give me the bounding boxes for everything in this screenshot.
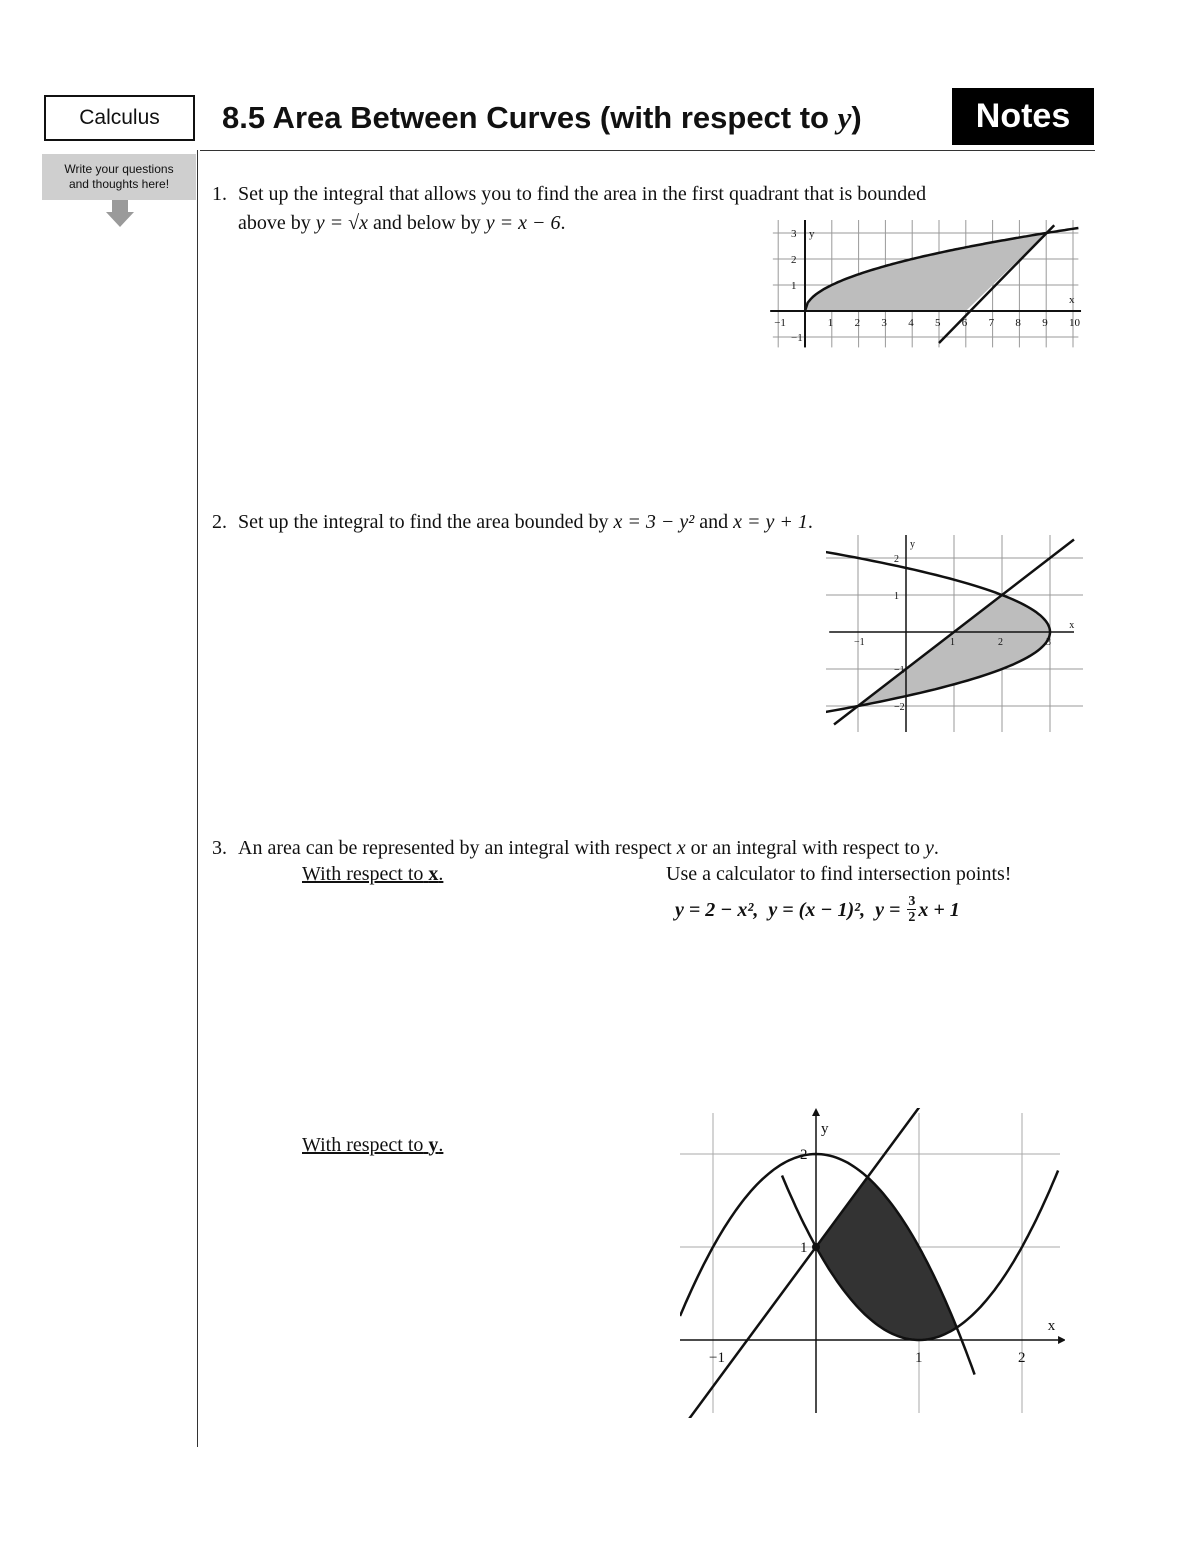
q3-equations [675, 894, 960, 925]
g1-x-axis-label: x [1069, 294, 1075, 306]
g1-y-axis-label: y [809, 228, 815, 240]
g3-y-axis-label: y [821, 1121, 829, 1137]
q1-above-by: above by [238, 212, 311, 234]
g1-x-tick-label: 3 [881, 317, 887, 329]
graph-3 [680, 1108, 1065, 1418]
q3-with-x-text: With respect to [302, 863, 424, 885]
g2-x-tick-label: −1 [854, 637, 865, 648]
g1-y-tick-label: 3 [791, 228, 797, 240]
g1-y-tick-label: 1 [791, 280, 797, 292]
q3-frac-num: 3 [908, 894, 916, 909]
graph-2 [826, 535, 1083, 732]
title-divider [200, 150, 1095, 151]
badge-text: Notes [975, 97, 1071, 135]
q3-fraction [907, 894, 916, 925]
q3-with-y-var: y [428, 1134, 439, 1156]
g1-x-tick-label: 6 [961, 317, 968, 329]
g3-y-tick-label: 1 [800, 1240, 808, 1256]
title-close: ) [851, 100, 862, 135]
q3-calc-note [666, 860, 1011, 888]
q3-eq-tail: x + 1 [918, 898, 960, 921]
g2-y-axis-label: y [910, 538, 915, 550]
g2-y-tick-label: 1 [894, 591, 899, 602]
page-title [222, 100, 862, 136]
sidebar-note [42, 154, 196, 200]
g2-x-tick-label: 3 [1046, 637, 1051, 648]
g3-x-tick-label: 2 [1018, 1350, 1026, 1366]
q3-var-y: y [924, 837, 934, 859]
g2-y-tick-label: −2 [894, 702, 905, 713]
g3-x-tick-label: −1 [709, 1350, 725, 1366]
g1-x-tick-label: 1 [827, 317, 834, 329]
q2-eq2: x = y + 1 [733, 511, 808, 533]
g3-x-axis-label: x [1047, 1318, 1056, 1334]
g1-x-tick-label: 5 [935, 317, 941, 329]
q3-text-b: or an integral with respect to [690, 837, 920, 859]
q1-eq1: y = √x [315, 212, 368, 234]
q2-text: Set up the integral to find the area bounded by [238, 511, 609, 533]
q1-below-by: and below by [373, 212, 481, 234]
graph-1 [765, 215, 1090, 352]
q3-frac-den: 2 [908, 910, 916, 925]
g2-y-tick-label: 2 [894, 554, 899, 565]
g1-x-tick-label: 8 [1015, 317, 1021, 329]
q3-number: 3. [212, 837, 227, 859]
question-1-line2 [238, 209, 566, 237]
title-text: 8.5 Area Between Curves (with respect to [222, 100, 829, 135]
g1-y-tick-label: 2 [791, 254, 797, 266]
question-2 [212, 508, 813, 536]
course-label [44, 95, 195, 141]
question-3 [212, 834, 939, 862]
g1-x-tick-label: 4 [908, 317, 914, 329]
g2-y-tick-label: −1 [894, 665, 905, 676]
g3-y-tick-label: 2 [800, 1147, 808, 1163]
sidebar-note-line1: Write your questions [64, 162, 174, 176]
g1-x-tick-label: 9 [1042, 317, 1048, 329]
margin-divider [197, 150, 198, 1447]
question-1 [212, 180, 926, 208]
q2-number: 2. [212, 511, 227, 533]
g2-x-axis-label: x [1069, 620, 1075, 631]
g1-y-tick-label: −1 [791, 332, 803, 344]
q1-end: . [560, 212, 566, 234]
q3-calc-note-text: Use a calculator to find intersection points! [666, 863, 1012, 885]
q1-eq2: y = x − 6 [485, 212, 561, 234]
g2-x-tick-label: 1 [950, 637, 955, 648]
notes-badge [952, 88, 1094, 145]
g1-x-tick-label: −1 [774, 317, 786, 329]
g1-x-tick-label: 2 [854, 317, 861, 329]
q2-end: . [807, 511, 813, 533]
q1-line1: Set up the integral that allows you to find the area in the first quadrant that is bounded [238, 183, 927, 205]
arrow-down-icon [106, 200, 134, 228]
title-var: y [837, 100, 852, 135]
g3-x-arrow-icon [1058, 1336, 1065, 1344]
q3-var-x: x [676, 837, 686, 859]
g3-y-arrow-icon [812, 1108, 820, 1116]
q2-eq1: x = 3 − y² [613, 511, 695, 533]
sidebar-note-line2: and thoughts here! [68, 177, 170, 191]
g2-x-tick-label: 2 [998, 637, 1003, 648]
q2-and: and [699, 511, 729, 533]
q1-number: 1. [212, 183, 227, 205]
g3-shaded-region [816, 1177, 957, 1340]
q3-text-a: An area can be represented by an integral with respect [238, 837, 672, 859]
q3-with-y-text: With respect to [302, 1134, 424, 1156]
q3-eqs: y = 2 − x², y = (x − 1)², y = [675, 898, 906, 921]
g3-point [812, 1243, 820, 1251]
q3-end: . [933, 837, 939, 859]
q3-with-y: With respect to y. [302, 1134, 444, 1156]
g1-x-tick-label: 7 [988, 317, 995, 329]
q3-with-x: With respect to x. [302, 863, 444, 885]
g1-x-tick-label: 10 [1069, 317, 1080, 329]
q3-with-x-var: x [428, 863, 439, 885]
g3-x-tick-label: 1 [915, 1350, 923, 1366]
course-text: Calculus [79, 106, 160, 129]
